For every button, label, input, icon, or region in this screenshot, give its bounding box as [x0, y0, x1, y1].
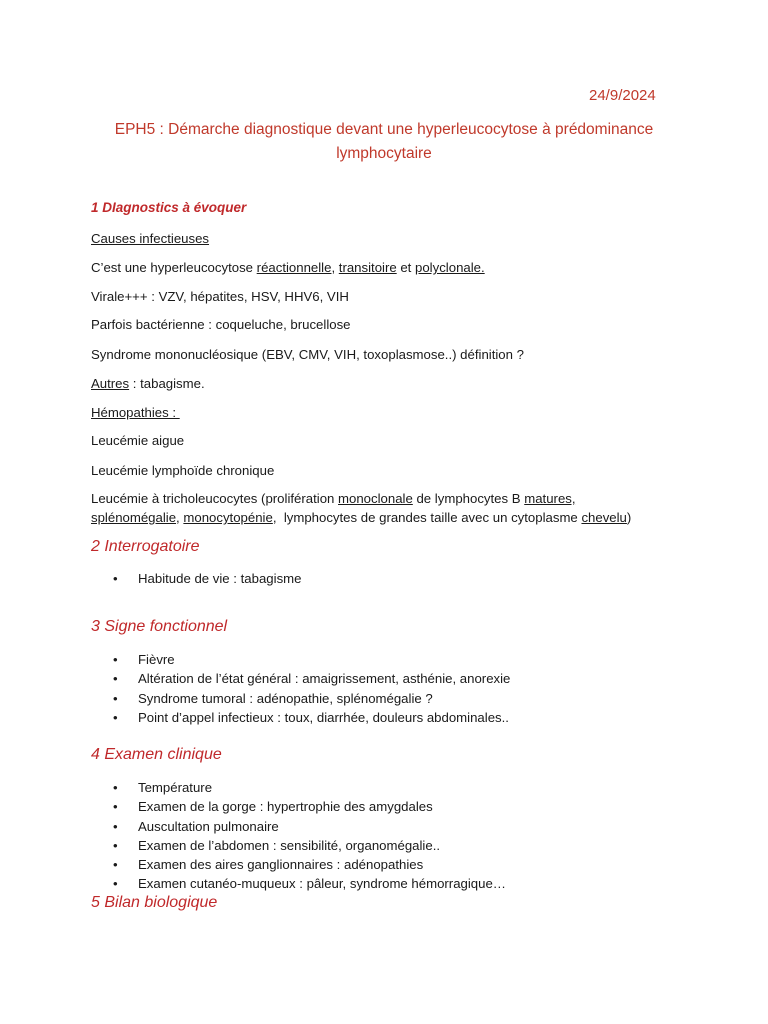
text-segment: de lymphocytes B	[412, 491, 525, 506]
text-segment: , lymphocytes de grandes taille avec un cytoplasme	[272, 510, 582, 525]
hyperleucocytose-definition	[91, 258, 485, 277]
term-chevelu: chevelu	[581, 510, 627, 525]
list-item: • Examen des aires ganglionnaires : adénopathies	[113, 855, 506, 874]
term-transitoire: transitoire	[338, 260, 397, 275]
section-1-heading: 1 DIagnostics à évoquer	[91, 200, 247, 215]
document-title	[60, 118, 708, 166]
section-2-heading: 2 Interrogatoire	[91, 538, 200, 555]
section-4-list	[113, 778, 506, 894]
term-splenomegalie: splénomégalie	[91, 510, 177, 525]
list-item: • Syndrome tumoral : adénopathie, splénomégalie ?	[113, 689, 510, 708]
hemopathies-label: Hémopathies :	[91, 405, 180, 420]
text-segment: Leucémie à tricholeucocytes (prolifération	[91, 491, 339, 506]
text-segment: ,	[176, 510, 184, 525]
text-segment: et	[396, 260, 416, 275]
autres-line	[91, 374, 205, 393]
section-3-heading: 3 Signe fonctionnel	[91, 618, 228, 635]
title-line-2: lymphocytaire	[336, 145, 432, 162]
text-segment: : tabagisme.	[129, 376, 205, 391]
list-item: • Examen de la gorge : hypertrophie des amygdales	[113, 797, 506, 816]
section-2-list	[113, 569, 301, 588]
text-segment: C’est une hyperleucocytose	[91, 260, 257, 275]
list-item: • Fièvre	[113, 650, 510, 669]
causes-infectieuses-label: Causes infectieuses	[91, 231, 210, 246]
bacterienne-line: Parfois bactérienne : coqueluche, brucellose	[91, 317, 351, 332]
list-item: • Habitude de vie : tabagisme	[113, 569, 301, 588]
list-item: • Point d’appel infectieux : toux, diarrhée, douleurs abdominales..	[113, 708, 510, 727]
term-monoclonale: monoclonale	[338, 491, 413, 506]
title-line-1: EPH5 : Démarche diagnostique devant une hyperleucocytose à prédominance	[114, 121, 654, 138]
leucemie-aigue-line: Leucémie aigue	[91, 433, 185, 448]
section-3-list	[113, 650, 510, 727]
tricholeucocytes-paragraph	[91, 489, 691, 527]
term-polyclonale: polyclonale.	[415, 260, 485, 275]
list-item: • Examen de l’abdomen : sensibilité, organomégalie..	[113, 836, 506, 855]
section-4-heading: 4 Examen clinique	[91, 746, 222, 763]
term-matures: matures,	[524, 491, 576, 506]
list-item: • Auscultation pulmonaire	[113, 817, 506, 836]
llc-line: Leucémie lymphoïde chronique	[91, 463, 275, 478]
text-segment: )	[626, 510, 632, 525]
list-item: • Température	[113, 778, 506, 797]
syndrome-line: Syndrome mononucléosique (EBV, CMV, VIH, toxoplasmose..) définition ?	[91, 347, 524, 362]
list-item: • Examen cutanéo-muqueux : pâleur, syndrome hémorragique…	[113, 874, 506, 893]
term-monocytopenie: monocytopénie	[183, 510, 273, 525]
document-date: 24/9/2024	[589, 87, 656, 104]
virale-line: Virale+++ : VZV, hépatites, HSV, HHV6, VIH	[91, 289, 349, 304]
text-segment: ,	[331, 260, 339, 275]
autres-label: Autres	[91, 376, 130, 391]
list-item: • Altération de l’état général : amaigrissement, asthénie, anorexie	[113, 669, 510, 688]
term-reactionnelle: réactionnelle	[256, 260, 332, 275]
section-5-heading: 5 Bilan biologique	[91, 894, 218, 911]
